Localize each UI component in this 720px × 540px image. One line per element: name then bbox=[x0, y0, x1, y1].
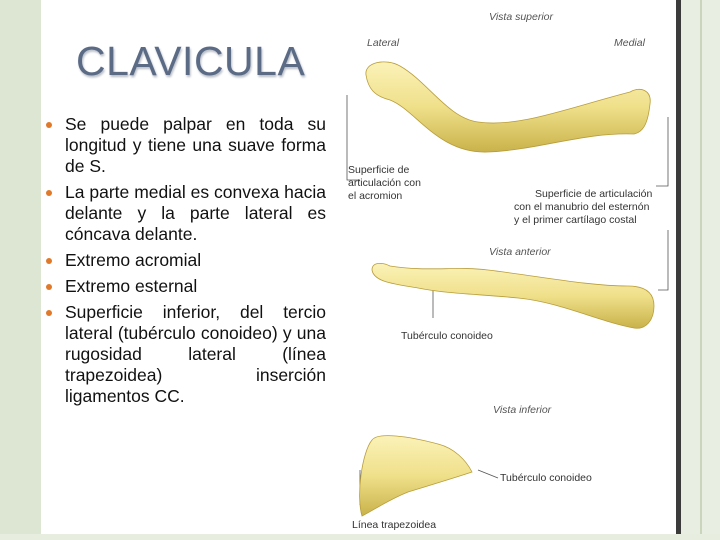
clavicle-illustration bbox=[338, 0, 676, 534]
label-tuberculo-conoideo-anterior: Tubérculo conoideo bbox=[401, 330, 493, 342]
clavicle-inferior-view bbox=[360, 436, 472, 516]
bullet-item bbox=[46, 302, 326, 407]
label-acromion-surface-line-2: articulación con bbox=[348, 177, 421, 189]
label-sternum-surface-line-3: y el primer cartílago costal bbox=[514, 214, 637, 226]
bullet-text: Extremo acromial bbox=[65, 250, 202, 270]
bullet-list bbox=[46, 114, 326, 412]
label-linea-trapezoidea: Línea trapezoidea bbox=[352, 519, 437, 531]
bullet-text: Extremo esternal bbox=[65, 276, 198, 296]
bullet-item bbox=[46, 250, 326, 271]
label-acromion-surface-line-1: Superficie de bbox=[348, 164, 410, 176]
bullet-text: Se puede palpar en toda su longitud y tiene una suave forma de S. bbox=[65, 114, 326, 176]
label-vista-inferior: Vista inferior bbox=[493, 404, 552, 416]
label-medial: Medial bbox=[614, 37, 645, 49]
leader-line-sternum-bottom bbox=[658, 230, 668, 290]
bullet-dot-icon bbox=[46, 190, 52, 196]
label-vista-anterior: Vista anterior bbox=[489, 246, 551, 258]
label-lateral: Lateral bbox=[367, 37, 400, 49]
label-vista-superior: Vista superior bbox=[489, 11, 554, 23]
label-tuberculo-conoideo-inferior: Tubérculo conoideo bbox=[500, 472, 592, 484]
leader-line-sternum-top bbox=[656, 117, 668, 186]
slide-title: CLAVICULA bbox=[76, 38, 306, 84]
label-sternum-surface-line-1: Superficie de articulación bbox=[535, 188, 653, 200]
clavicle-drawing bbox=[338, 0, 676, 534]
bullet-dot-icon bbox=[46, 284, 52, 290]
left-margin-strip bbox=[0, 0, 41, 540]
bullet-item bbox=[46, 114, 326, 177]
clavicle-anterior-view bbox=[372, 263, 654, 328]
bullet-text: Superficie inferior, del tercio lateral (tubérculo conoideo) y una rugosidad lateral (línea trapezoidea) inserción ligamentos CC. bbox=[65, 302, 326, 406]
bottom-margin-strip bbox=[0, 534, 720, 540]
bullet-item bbox=[46, 276, 326, 297]
leader-line-conoid-inferior bbox=[478, 470, 498, 478]
right-margin-line bbox=[700, 0, 702, 540]
bullet-text: La parte medial es convexa hacia delante y la parte lateral es cóncava delante. bbox=[65, 182, 326, 244]
bullet-item bbox=[46, 182, 326, 245]
bullet-dot-icon bbox=[46, 122, 52, 128]
clavicle-superior-view bbox=[366, 62, 650, 152]
bullet-dot-icon bbox=[46, 258, 52, 264]
label-acromion-surface-line-3: el acromion bbox=[348, 190, 403, 202]
bullet-dot-icon bbox=[46, 310, 52, 316]
label-sternum-surface-line-2: con el manubrio del esternón bbox=[514, 201, 650, 213]
